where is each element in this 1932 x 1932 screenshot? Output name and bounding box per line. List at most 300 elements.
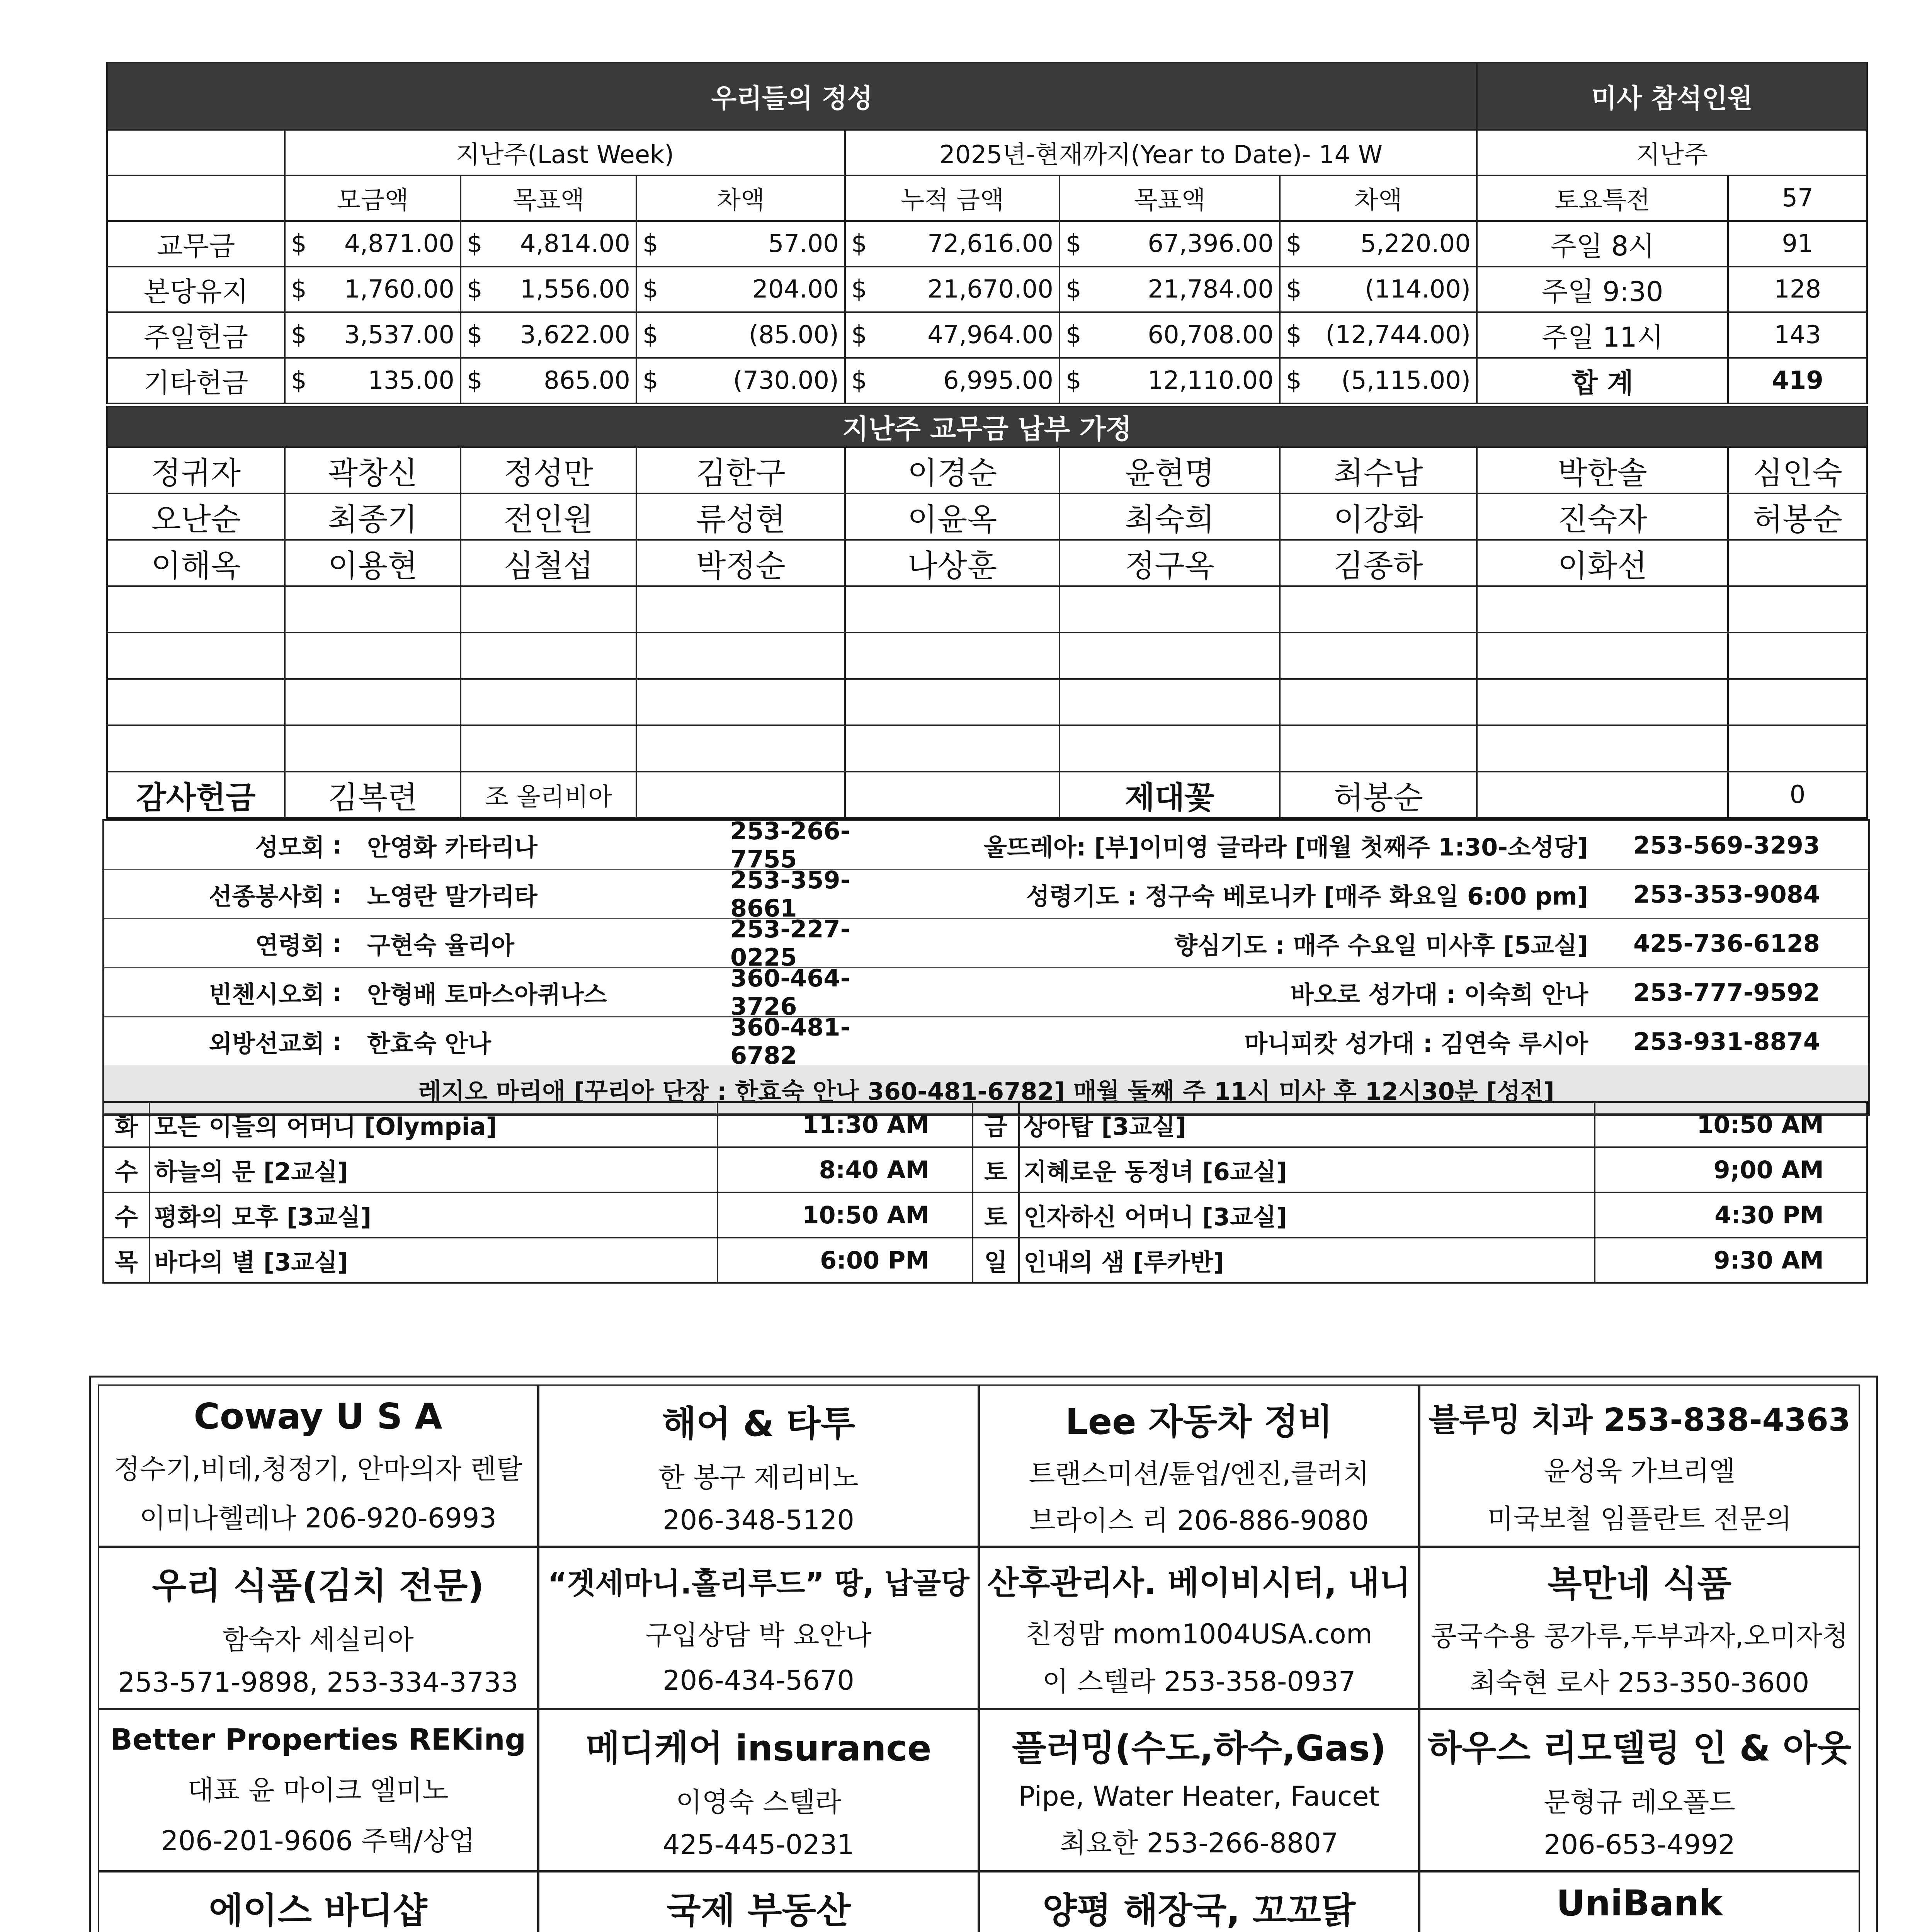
ministry-contacts [102, 819, 1870, 1116]
tithe-name [1728, 633, 1867, 679]
tithe-table [106, 406, 1868, 819]
attendance-count: 128 [1728, 267, 1867, 312]
meeting-time: 9:30 AM [1595, 1238, 1867, 1283]
meeting-day: 금 [973, 1102, 1019, 1147]
ministry-colon: : [332, 880, 342, 908]
currency-sign: $ [643, 366, 658, 395]
tithe-row [107, 586, 1867, 633]
meeting-day: 목 [103, 1238, 150, 1283]
altar-name: 허봉순 [1280, 772, 1477, 818]
ad-box [538, 1871, 979, 1932]
attendance-mass: 주일 8시 [1477, 221, 1728, 267]
currency-sign: $ [1066, 275, 1082, 304]
diff-amount [636, 312, 845, 358]
ad-line: 미국보철 임플란트 전문의 [1487, 1503, 1792, 1535]
currency-sign: $ [1066, 321, 1082, 349]
praesidium-name: 바다의 별 [3교실] [150, 1238, 718, 1283]
ytd-diff-amount [1280, 358, 1477, 403]
ytd-target-amount [1060, 358, 1280, 403]
offering-name: 본당유지 [107, 267, 285, 312]
praesidium-name: 인내의 샘 [루카반] [1019, 1238, 1595, 1283]
currency-sign: $ [291, 321, 307, 349]
ministry-right-phone: 253-353-9084 [1633, 880, 1820, 908]
ad-line: 정수기,비데,청정기, 안마의자 렌탈 [114, 1453, 522, 1485]
tithe-name: 김한구 [636, 447, 845, 493]
tithe-name: 이해옥 [107, 540, 285, 586]
ad-line: 이 스텔라 253-358-0937 [1042, 1666, 1356, 1698]
ad-line: 206-348-5120 [663, 1504, 854, 1536]
target-amount-value: 865.00 [544, 366, 630, 395]
ytd-target-amount-value: 12,110.00 [1148, 366, 1274, 395]
ministry-phone: 253-227-0225 [730, 915, 850, 971]
ad-box [1419, 1547, 1860, 1709]
ad-title: 메디케어 insurance [585, 1727, 932, 1769]
ad-title: 국제 부동산 [666, 1889, 851, 1931]
ministry-right-text: 성령기도 : 정구숙 베로니카 [매주 화요일 6:00 pm] [1026, 882, 1588, 910]
ministry-name: 연령회 [255, 931, 325, 959]
praesidium-row [103, 1238, 1867, 1283]
tithe-name [1280, 633, 1477, 679]
tithe-name: 심철섭 [461, 540, 636, 586]
ad-title: Coway U S A [194, 1396, 442, 1437]
tithe-name: 최숙희 [1060, 493, 1280, 540]
ad-line: 425-445-0231 [663, 1829, 854, 1861]
currency-sign: $ [851, 275, 867, 304]
ministry-phone: 253-266-7755 [730, 817, 850, 873]
praesidium-name: 하늘의 문 [2교실] [150, 1147, 718, 1192]
ytd-diff-amount [1280, 221, 1477, 267]
ad-title: 하우스 리모델링 인 & 아웃 [1427, 1727, 1852, 1769]
ministry-colon: : [332, 831, 342, 859]
ad-box [1419, 1384, 1860, 1547]
tithe-name [461, 679, 636, 725]
collected-amount-value: 1,760.00 [344, 275, 454, 304]
tithe-name: 허봉순 [1728, 493, 1867, 540]
ytd-diff-amount-value: (114.00) [1365, 275, 1471, 304]
ytd-target-amount-value: 67,396.00 [1148, 230, 1274, 258]
ad-box [98, 1547, 538, 1709]
col-collected: 모금액 [285, 175, 461, 221]
tithe-name: 나상훈 [845, 540, 1060, 586]
currency-sign: $ [643, 230, 658, 258]
target-amount [461, 358, 636, 403]
ministry-right-phone: 253-777-9592 [1633, 978, 1820, 1007]
altar-count: 0 [1728, 772, 1867, 818]
offering-row [107, 312, 1867, 358]
tithe-name: 정성만 [461, 447, 636, 493]
tithe-name [1728, 725, 1867, 772]
last-week-label: 지난주(Last Week) [285, 130, 845, 175]
tithe-name [1477, 725, 1728, 772]
target-amount [461, 312, 636, 358]
ad-line: 브라이스 리 206-886-9080 [1029, 1505, 1369, 1536]
tithe-name [1728, 540, 1867, 586]
praesidia-table [102, 1101, 1868, 1284]
ministry-row [104, 964, 1868, 1020]
meeting-time: 11:30 AM [718, 1102, 973, 1147]
tithe-name [285, 725, 461, 772]
currency-sign: $ [643, 321, 658, 349]
attendance-period: 지난주 [1477, 130, 1867, 175]
ad-title: 산후관리사. 베이비시터, 내니 [987, 1563, 1411, 1602]
cumulative-amount-value: 6,995.00 [943, 366, 1053, 395]
tithe-name [1477, 633, 1728, 679]
ytd-target-amount-value: 60,708.00 [1148, 321, 1274, 349]
ministry-row [104, 817, 1868, 873]
ad-line: 253-571-9898, 253-334-3733 [117, 1667, 519, 1699]
tithe-name: 류성현 [636, 493, 845, 540]
tithe-name: 이화선 [1477, 540, 1728, 586]
tithe-name [107, 725, 285, 772]
ad-line: 콩국수용 콩가루,두부과자,오미자청 [1430, 1620, 1849, 1652]
ad-box [979, 1384, 1419, 1547]
meeting-time: 10:50 AM [1595, 1102, 1867, 1147]
currency-sign: $ [1066, 366, 1082, 395]
ministry-name: 외방선교회 [209, 1029, 325, 1058]
tithe-name [107, 679, 285, 725]
tithe-name [285, 679, 461, 725]
tithe-name [845, 633, 1060, 679]
praesidium-name: 모든 이들의 어머니 [Olympia] [150, 1102, 718, 1147]
praesidium-name: 인자하신 어머니 [3교실] [1019, 1192, 1595, 1238]
tithe-name: 곽창신 [285, 447, 461, 493]
ad-box [979, 1871, 1419, 1932]
ad-line: 206-201-9606 주택/상업 [161, 1825, 475, 1857]
thanks-name: 김복련 [285, 772, 461, 818]
meeting-day: 토 [973, 1192, 1019, 1238]
ad-box [98, 1709, 538, 1871]
attendance-count: 143 [1728, 312, 1867, 358]
ad-title: 우리 식품(김치 전문) [152, 1565, 484, 1607]
ministry-colon: : [332, 1027, 342, 1056]
offering-name: 주일헌금 [107, 312, 285, 358]
ytd-diff-amount [1280, 312, 1477, 358]
attendance-mass: 주일 11시 [1477, 312, 1728, 358]
ytd-target-amount [1060, 267, 1280, 312]
praesidium-name: 상아탑 [3교실] [1019, 1102, 1595, 1147]
cumulative-amount [845, 267, 1060, 312]
ministry-row [104, 1013, 1868, 1070]
collected-amount [285, 221, 461, 267]
tithe-name: 진숙자 [1477, 493, 1728, 540]
collected-amount [285, 267, 461, 312]
col-diff: 차액 [636, 175, 845, 221]
cumulative-amount-value: 21,670.00 [927, 275, 1053, 304]
ytd-target-amount [1060, 221, 1280, 267]
tithe-name [1728, 586, 1867, 633]
ad-box [979, 1709, 1419, 1871]
ministry-phone: 253-359-8661 [730, 866, 850, 922]
altar-label: 제대꽃 [1060, 772, 1280, 818]
tithe-name [461, 725, 636, 772]
offering-row [107, 221, 1867, 267]
meeting-day: 수 [103, 1192, 150, 1238]
ad-line: 이미나헬레나 206-920-6993 [139, 1502, 497, 1534]
collected-amount [285, 358, 461, 403]
offering-name: 기타헌금 [107, 358, 285, 403]
cumulative-amount-value: 47,964.00 [927, 321, 1053, 349]
meeting-day: 토 [973, 1147, 1019, 1192]
tithe-name: 정구옥 [1060, 540, 1280, 586]
tithe-row [107, 633, 1867, 679]
currency-sign: $ [643, 275, 658, 304]
ministry-phone: 360-464-3726 [730, 964, 850, 1020]
thanks-name: 조 올리비아 [461, 772, 636, 818]
ad-box [979, 1547, 1419, 1709]
collected-amount-value: 135.00 [368, 366, 454, 395]
ministry-colon: : [332, 929, 342, 957]
ad-line: Pipe, Water Heater, Faucet [1019, 1780, 1379, 1812]
tithe-name: 심인숙 [1728, 447, 1867, 493]
ad-line: 206-434-5670 [663, 1664, 854, 1696]
currency-sign: $ [291, 275, 307, 304]
ministry-colon: : [332, 978, 342, 1007]
ad-line: 최요한 253-266-8807 [1060, 1827, 1338, 1859]
tithe-name [1280, 725, 1477, 772]
tithe-name: 최수남 [1280, 447, 1477, 493]
praesidium-name: 평화의 모후 [3교실] [150, 1192, 718, 1238]
tithe-name [285, 586, 461, 633]
attendance-count: 57 [1728, 175, 1867, 221]
ad-box [98, 1384, 538, 1547]
ytd-target-amount-value: 21,784.00 [1148, 275, 1274, 304]
tithe-name: 이강화 [1280, 493, 1477, 540]
tithe-name: 정귀자 [107, 447, 285, 493]
diff-amount-value: (730.00) [733, 366, 839, 395]
currency-sign: $ [1066, 230, 1082, 258]
target-amount [461, 267, 636, 312]
offering-name: 교무금 [107, 221, 285, 267]
tithe-name [1280, 679, 1477, 725]
tithe-row [107, 493, 1867, 540]
tithe-name [1728, 679, 1867, 725]
tithe-row [107, 447, 1867, 493]
target-amount-value: 1,556.00 [520, 275, 630, 304]
ad-line: 최숙현 로사 253-350-3600 [1469, 1667, 1810, 1699]
meeting-time: 6:00 PM [718, 1238, 973, 1283]
ministry-right-text: 마니피캇 성가대 : 김연숙 루시아 [1244, 1029, 1588, 1058]
ministry-right-phone: 253-569-3293 [1633, 831, 1820, 859]
collected-amount [285, 312, 461, 358]
ad-title: Lee 자동차 정비 [1065, 1401, 1333, 1442]
attendance-count: 91 [1728, 221, 1867, 267]
currency-sign: $ [291, 366, 307, 395]
ad-line: 친정맘 mom1004USA.com [1026, 1618, 1372, 1650]
ministry-leader: 구현숙 율리아 [367, 931, 514, 959]
tithe-name: 이경순 [845, 447, 1060, 493]
ministry-leader: 한효숙 안나 [367, 1029, 492, 1058]
diff-amount [636, 358, 845, 403]
meeting-day: 화 [103, 1102, 150, 1147]
tithe-name: 오난순 [107, 493, 285, 540]
col-ytd-target: 목표액 [1060, 175, 1280, 221]
tithe-name: 이윤옥 [845, 493, 1060, 540]
meeting-time: 8:40 AM [718, 1147, 973, 1192]
ministry-name: 빈첸시오회 [209, 980, 325, 1009]
currency-sign: $ [467, 321, 483, 349]
ad-line: 구입상담 박 요안나 [645, 1619, 872, 1651]
col-target: 목표액 [461, 175, 636, 221]
ministry-right-phone: 425-736-6128 [1633, 929, 1820, 957]
ad-line: 대표 윤 마이크 엘미노 [187, 1774, 449, 1806]
ad-line: 윤성욱 가브리엘 [1544, 1455, 1735, 1487]
tithe-name [107, 633, 285, 679]
currency-sign: $ [1286, 275, 1302, 304]
attendance-mass: 주일 9:30 [1477, 267, 1728, 312]
cumulative-amount [845, 221, 1060, 267]
diff-amount [636, 267, 845, 312]
diff-amount [636, 221, 845, 267]
ad-title: “겟세마니.홀리루드” 땅, 납골당 [548, 1566, 969, 1600]
ytd-diff-amount-value: (12,744.00) [1325, 321, 1471, 349]
ministry-leader: 안영화 카타리나 [367, 833, 537, 861]
thanks-label: 감사헌금 [107, 772, 285, 818]
cumulative-amount [845, 358, 1060, 403]
praesidium-row [103, 1192, 1867, 1238]
currency-sign: $ [1286, 321, 1302, 349]
tithe-name: 최종기 [285, 493, 461, 540]
meeting-day: 수 [103, 1147, 150, 1192]
col-cumulative: 누적 금액 [845, 175, 1060, 221]
tithe-name [461, 633, 636, 679]
sponsor-ads [89, 1376, 1878, 1932]
offering-row [107, 358, 1867, 403]
ministry-leader: 노영란 말가리타 [367, 882, 537, 910]
ad-line: 문형규 레오폴드 [1544, 1786, 1735, 1818]
tithe-name: 전인원 [461, 493, 636, 540]
ad-title: Better Properties REKing [110, 1722, 526, 1757]
ad-box [98, 1871, 538, 1932]
ministry-right-phone: 253-931-8874 [1633, 1027, 1820, 1056]
diff-amount-value: (85.00) [748, 321, 839, 349]
ad-line: 206-653-4992 [1544, 1829, 1735, 1861]
tithe-name [1477, 586, 1728, 633]
ad-line: 한 봉구 제리비노 [658, 1461, 859, 1493]
attendance-mass: 토요특전 [1477, 175, 1728, 221]
ytd-diff-amount-value: 5,220.00 [1361, 230, 1471, 258]
ytd-diff-amount-value: (5,115.00) [1341, 366, 1471, 395]
ad-title: 블루밍 치과 253-838-4363 [1429, 1401, 1850, 1439]
ad-title: 에이스 바디샵 [209, 1889, 427, 1931]
ad-title: UniBank [1556, 1883, 1723, 1924]
ad-box [538, 1547, 979, 1709]
tithe-name [1060, 586, 1280, 633]
meeting-time: 9;00 AM [1595, 1147, 1867, 1192]
offerings-table [106, 62, 1868, 404]
ministry-name: 성모회 [255, 833, 325, 861]
ytd-label: 2025년-현재까지(Year to Date)- 14 W [845, 130, 1477, 175]
ad-title: 복만네 식품 [1547, 1563, 1732, 1605]
ad-box [1419, 1871, 1860, 1932]
currency-sign: $ [1286, 366, 1302, 395]
tithe-name: 김종하 [1280, 540, 1477, 586]
ad-title: 플러밍(수도,하수,Gas) [1012, 1727, 1386, 1769]
cumulative-amount-value: 72,616.00 [927, 230, 1053, 258]
tithe-name [1060, 633, 1280, 679]
ministry-right-text: 향심기도 : 매주 수요일 미사후 [5교실] [1174, 931, 1588, 959]
tithe-name [285, 633, 461, 679]
collected-amount-value: 4,871.00 [344, 230, 454, 258]
attendance-count: 419 [1728, 358, 1867, 403]
ministry-right-text: 바오로 성가대 : 이숙희 안나 [1291, 980, 1588, 1009]
currency-sign: $ [467, 366, 483, 395]
currency-sign: $ [1286, 230, 1302, 258]
legio-mariae-notice: 레지오 마리애 [꾸리아 단장 : 한효숙 안나 360-481-6782] 매월 둘째 주 11시 미사 후 12시30분 [성전] [104, 1065, 1868, 1114]
ad-line: 함숙자 세실리아 [222, 1624, 414, 1656]
attendance-mass: 합 계 [1477, 358, 1728, 403]
tithe-name [636, 725, 845, 772]
currency-sign: $ [467, 230, 483, 258]
tithe-name [461, 586, 636, 633]
tithe-name [636, 633, 845, 679]
diff-amount-value: 57.00 [768, 230, 839, 258]
diff-amount-value: 204.00 [752, 275, 839, 304]
tithe-name [1280, 586, 1477, 633]
tithe-name: 윤현명 [1060, 447, 1280, 493]
tithe-name [845, 679, 1060, 725]
ad-box [1419, 1709, 1860, 1871]
target-amount-value: 3,622.00 [520, 321, 630, 349]
currency-sign: $ [291, 230, 307, 258]
ad-line: 트랜스미션/튠업/엔진,클러치 [1029, 1458, 1369, 1490]
tithe-name: 박한솔 [1477, 447, 1728, 493]
cumulative-amount [845, 312, 1060, 358]
tithe-name [636, 586, 845, 633]
tithe-name [636, 679, 845, 725]
tithe-name: 이용현 [285, 540, 461, 586]
target-amount-value: 4,814.00 [520, 230, 630, 258]
currency-sign: $ [467, 275, 483, 304]
tithe-name: 박정순 [636, 540, 845, 586]
praesidium-row [103, 1147, 1867, 1192]
ytd-diff-amount [1280, 267, 1477, 312]
ad-box [538, 1384, 979, 1547]
attendance-title: 미사 참석인원 [1477, 63, 1867, 130]
tithe-row [107, 725, 1867, 772]
meeting-time: 4:30 PM [1595, 1192, 1867, 1238]
ad-title: 해어 & 타투 [662, 1403, 855, 1444]
tithe-row [107, 540, 1867, 586]
ad-title: 양평 해장국, 꼬꼬닭 [1043, 1889, 1355, 1931]
tithe-name [845, 586, 1060, 633]
ministry-right-text: 울뜨레아: [부]이미영 글라라 [매월 첫째주 1:30-소성당] [984, 833, 1588, 861]
currency-sign: $ [851, 321, 867, 349]
tithe-name [1060, 679, 1280, 725]
tithe-name [845, 725, 1060, 772]
ministry-leader: 안형배 토마스아퀴나스 [367, 980, 607, 1009]
praesidium-name: 지혜로운 동정녀 [6교실] [1019, 1147, 1595, 1192]
offering-row [107, 267, 1867, 312]
ad-box [538, 1709, 979, 1871]
tithe-name [1060, 725, 1280, 772]
ministry-row [104, 915, 1868, 971]
currency-sign: $ [851, 366, 867, 395]
offerings-title: 우리들의 정성 [107, 63, 1477, 130]
collected-amount-value: 3,537.00 [344, 321, 454, 349]
ministry-name: 선종봉사회 [209, 882, 325, 910]
meeting-day: 일 [973, 1238, 1019, 1283]
tithe-row [107, 679, 1867, 725]
meeting-time: 10:50 AM [718, 1192, 973, 1238]
currency-sign: $ [851, 230, 867, 258]
tithe-name [107, 586, 285, 633]
ytd-target-amount [1060, 312, 1280, 358]
ad-line: 이영숙 스텔라 [676, 1786, 841, 1818]
col-ytd-diff: 차액 [1280, 175, 1477, 221]
tithe-header: 지난주 교무금 납부 가정 [107, 406, 1867, 447]
ministry-row [104, 866, 1868, 922]
tithe-name [1477, 679, 1728, 725]
